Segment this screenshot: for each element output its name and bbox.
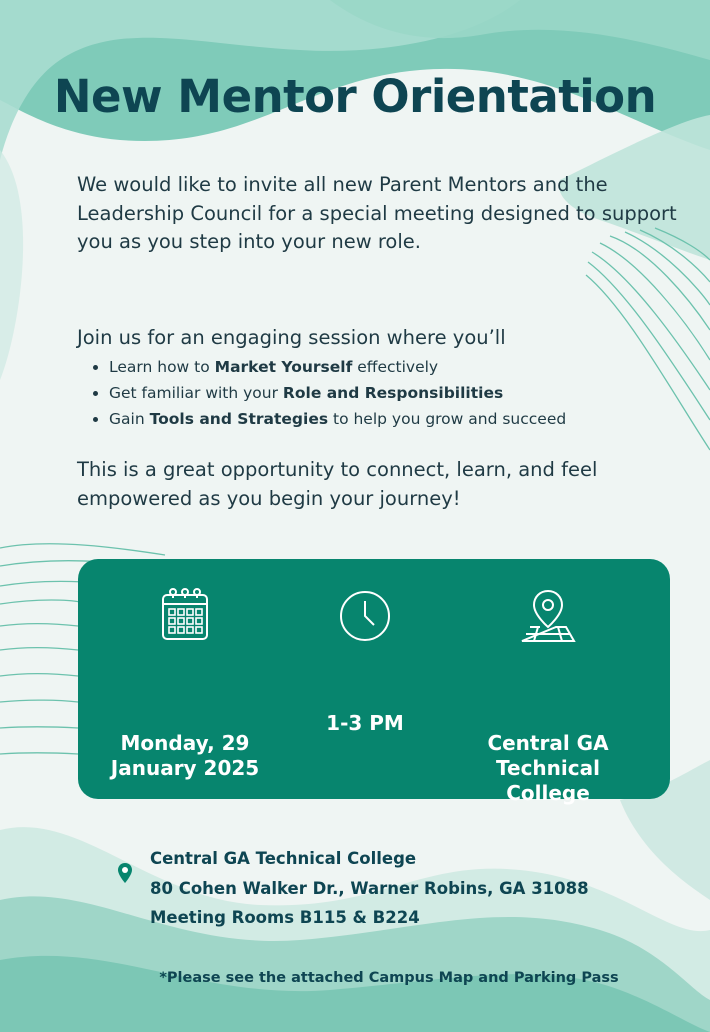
footnote: *Please see the attached Campus Map and Parking Pass: [159, 970, 619, 986]
event-date: Monday, 29 January 2025: [110, 731, 260, 780]
location-pin-icon: [117, 862, 133, 884]
clock-icon: [338, 589, 392, 643]
event-details-card: [78, 559, 670, 805]
list-item: • Get familiar with your Role and Responsibilities: [109, 380, 689, 406]
intro-paragraph: We would like to invite all new Parent Mentors and the Leadership Council for a special meeting designed to support you as you step into your new role.: [77, 173, 677, 253]
join-text: Join us for an engaging session where you’ll: [77, 326, 506, 349]
location-column: [453, 587, 643, 805]
page-title: New Mentor Orientation: [53, 70, 657, 123]
list-item: • Gain Tools and Strategies to help you grow and succeed: [109, 406, 689, 432]
address-block: [150, 844, 589, 933]
event-time: 1-3 PM: [326, 711, 404, 735]
map-location-icon: [520, 587, 576, 643]
list-item: • Learn how to Market Yourself effectively: [109, 354, 689, 380]
address-line2: 80 Cohen Walker Dr., Warner Robins, GA 31088: [150, 878, 589, 898]
calendar-icon: [161, 587, 209, 641]
event-location: Central GA Technical College: [487, 731, 609, 805]
bullet-list: [93, 354, 689, 432]
time-column: [270, 589, 460, 735]
address-line3: Meeting Rooms B115 & B224: [150, 908, 420, 927]
date-column: [90, 587, 280, 780]
address-line1: Central GA Technical College: [150, 849, 417, 868]
closing-paragraph: This is a great opportunity to connect, learn, and feel empowered as you begin your journey!: [77, 458, 598, 510]
